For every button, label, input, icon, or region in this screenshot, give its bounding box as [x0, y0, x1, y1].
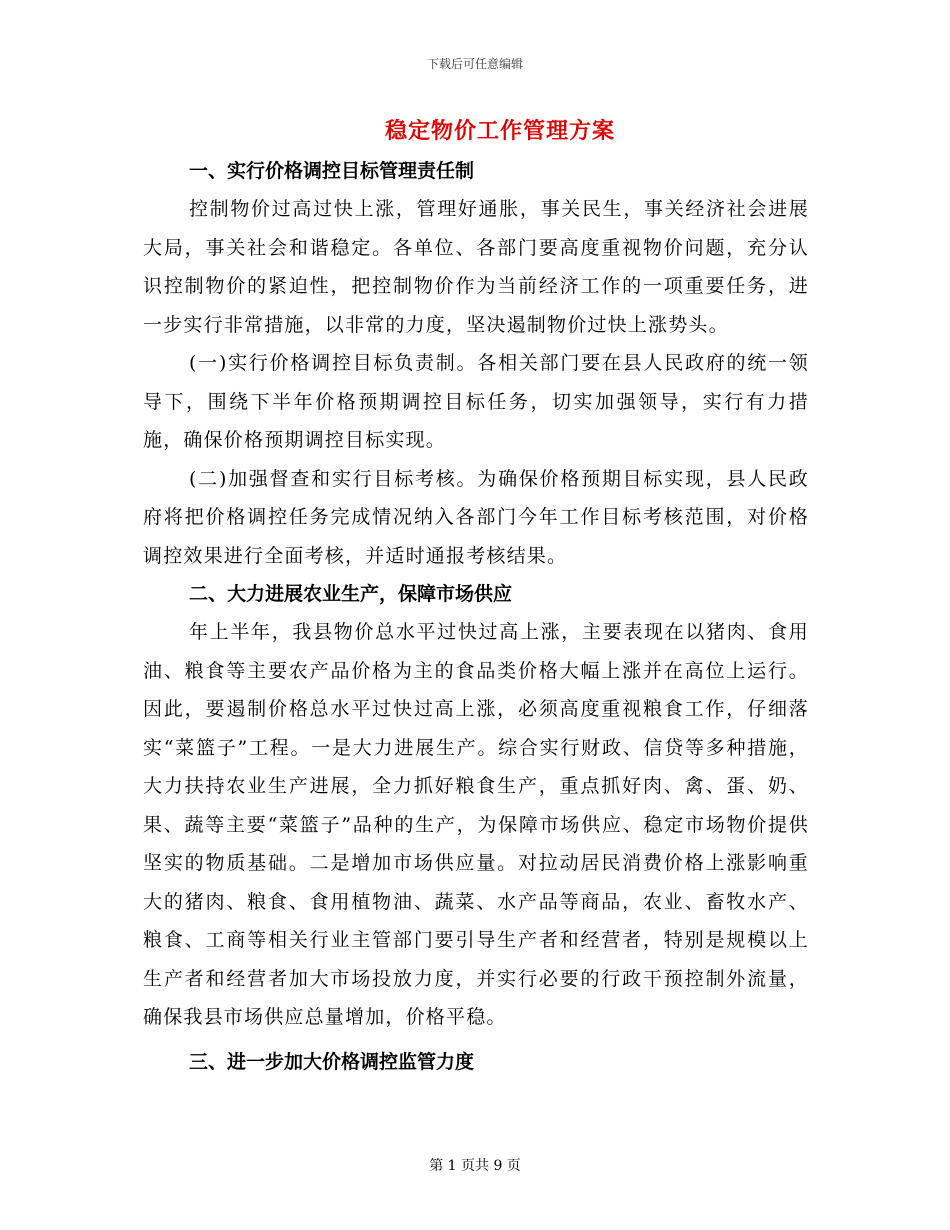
- document-body: [143, 152, 809, 1081]
- paragraph: 年上半年，我县物价总水平过快过高上涨，主要表现在以猪肉、食用油、粮食等主要农产品价格为主的食品类价格大幅上涨并在高位上运行。因此，要遏制价格总水平过快过高上涨，必须高度重视粮食工作，仔细落实“菜篮子”工程。一是大力进展生产。综合实行财政、信贷等多种措施，大力扶持农业生产进展，全力抓好粮食生产，重点抓好肉、禽、蛋、奶、果、蔬等主要“菜篮子”品种的生产，为保障市场供应、稳定市场物价提供坚实的物质基础。二是增加市场供应量。对拉动居民消费价格上涨影响重大的猪肉、粮食、食用植物油、蔬菜、水产品等商品，农业、畜牧水产、粮食、工商等相关行业主管部门要引导生产者和经营者，特别是规模以上生产者和经营者加大市场投放力度，并实行必要的行政干预控制外流量，确保我县市场供应总量增加，价格平稳。: [143, 621, 809, 1028]
- section-heading: 三、进一步加大价格调控监管力度: [189, 1050, 475, 1073]
- paragraph: 控制物价过高过快上涨，管理好通胀，事关民生，事关经济社会进展大局，事关社会和谐稳定。各单位、各部门要高度重视物价问题，充分认识控制物价的紧迫性，把控制物价作为当前经济工作的一项重要任务，进一步实行非常措施，以非常的力度，坚决遏制物价过快上涨势头。: [143, 198, 809, 336]
- header-note: 下载后可任意编辑: [426, 57, 523, 71]
- section-3: [143, 1043, 809, 1081]
- section-2: [143, 575, 809, 1037]
- document-title: 稳定物价工作管理方案: [384, 118, 615, 144]
- page-footer: 第 1 页共 9 页: [429, 1158, 521, 1174]
- paragraph: (一)实行价格调控目标负责制。各相关部门要在县人民政府的统一领导下，围绕下半年价格预期调控目标任务，切实加强领导，实行有力措施，确保价格预期调控目标实现。: [143, 352, 809, 451]
- section-heading: 二、大力进展农业生产，保障市场供应: [189, 583, 513, 605]
- section-1: [143, 152, 809, 575]
- section-heading: 一、实行价格调控目标管理责任制: [189, 160, 475, 182]
- paragraph: (二)加强督查和实行目标考核。为确保价格预期目标实现，县人民政府将把价格调控任务完成情况纳入各部门今年工作目标考核范围，对价格调控效果进行全面考核，并适时通报考核结果。: [143, 467, 809, 567]
